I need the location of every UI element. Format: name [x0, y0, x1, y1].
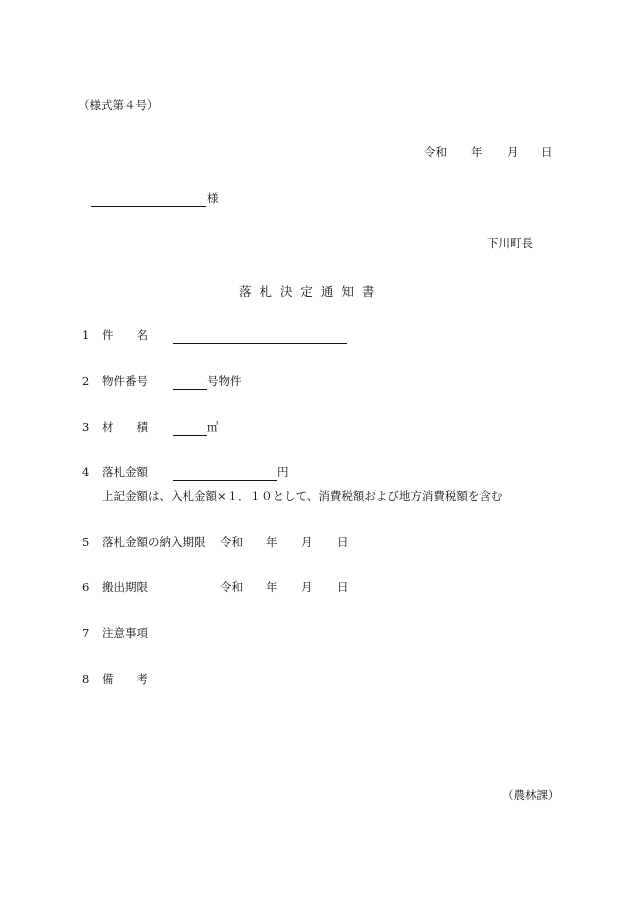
footer-department: （農林課）: [502, 788, 560, 802]
item-number: 8: [82, 672, 90, 686]
item-number: 5: [82, 535, 90, 549]
item-label: 落札金額: [102, 465, 148, 479]
date-year: 年: [266, 535, 278, 549]
date-era: 令和: [220, 535, 243, 549]
date-year: 年: [471, 145, 483, 159]
date-year: 年: [266, 580, 278, 594]
date-month: 月: [507, 145, 519, 159]
item-number: 3: [82, 420, 90, 434]
item-blank: [173, 480, 277, 481]
item-number: 7: [82, 626, 90, 640]
addressee-blank: [91, 206, 206, 207]
item-number: 4: [82, 465, 90, 479]
form-number: （様式第４号）: [78, 98, 159, 112]
item-suffix: 円: [277, 465, 289, 479]
item-label: 備 考: [102, 672, 148, 686]
date-month: 月: [301, 580, 313, 594]
item-blank: [173, 389, 207, 390]
item-suffix: 号物件: [207, 374, 242, 388]
issuer-name: 下川町長: [487, 236, 533, 250]
item-note: 上記金額は、入札金額×１．１０として、消費税額および地方消費税額を含む: [102, 489, 503, 503]
date-month: 月: [301, 535, 313, 549]
item-blank: [173, 343, 347, 344]
item-label: 材 積: [102, 420, 148, 434]
item-label: 件 名: [102, 328, 148, 342]
addressee-suffix: 様: [207, 191, 219, 205]
document-title: 落 札 決 定 通 知 書: [239, 284, 377, 299]
item-label: 搬出期限: [102, 580, 148, 594]
item-blank: [173, 435, 207, 436]
item-label: 注意事項: [102, 626, 148, 640]
item-label: 落札金額の納入期限: [102, 535, 206, 549]
date-era: 令和: [220, 580, 243, 594]
date-day: 日: [337, 580, 349, 594]
item-number: 6: [82, 580, 90, 594]
item-suffix: ㎥: [207, 420, 219, 434]
date-day: 日: [337, 535, 349, 549]
date-era: 令和: [424, 145, 447, 159]
item-number: 2: [82, 374, 90, 388]
item-label: 物件番号: [102, 374, 148, 388]
date-day: 日: [541, 145, 553, 159]
item-number: 1: [82, 328, 90, 342]
